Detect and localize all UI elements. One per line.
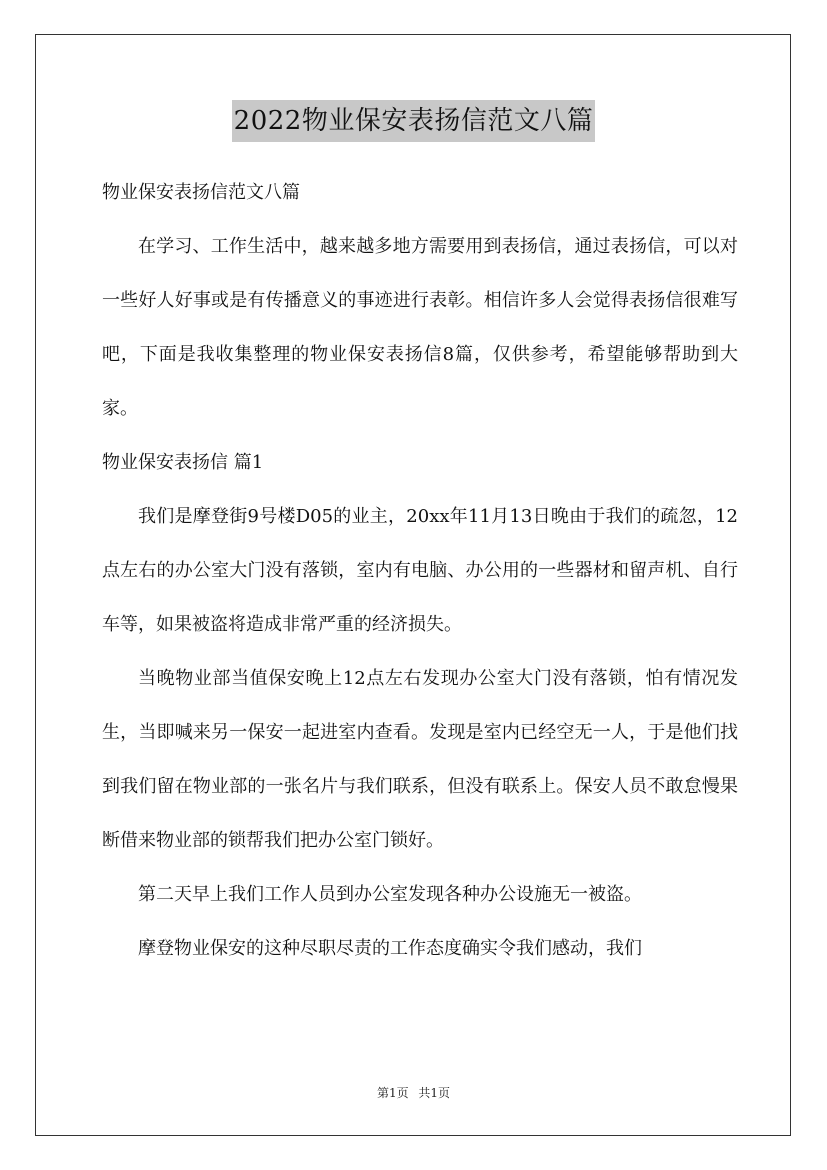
page-number: 第1页 bbox=[376, 1086, 409, 1100]
body-paragraph: 当晚物业部当值保安晚上12点左右发现办公室大门没有落锁，怕有情况发生，当即喊来另一保安一起进室内查看。发现是室内已经空无一人，于是他们找到我们留在物业部的一张名片与我们联系，但没有联系上。保安人员不敢怠慢果断借来物业部的锁帮我们把办公室门锁好。 bbox=[102, 668, 738, 851]
page-total: 共1页 bbox=[418, 1086, 451, 1100]
document-body bbox=[102, 166, 738, 976]
body-paragraph: 摩登物业保安的这种尽职尽责的工作态度确实令我们感动，我们 bbox=[138, 938, 642, 959]
section-heading: 物业保安表扬信范文八篇 bbox=[102, 182, 300, 203]
section-heading: 物业保安表扬信 篇1 bbox=[102, 452, 264, 473]
body-paragraph: 第二天早上我们工作人员到办公室发现各种办公设施无一被盗。 bbox=[138, 884, 642, 905]
document-title: 2022物业保安表扬信范文八篇 bbox=[232, 100, 596, 142]
page-footer bbox=[0, 1084, 827, 1101]
title-container bbox=[0, 100, 827, 142]
body-paragraph: 在学习、工作生活中，越来越多地方需要用到表扬信，通过表扬信，可以对一些好人好事或是有传播意义的事迹进行表彰。相信许多人会觉得表扬信很难写吧，下面是我收集整理的物业保安表扬信8篇，仅供参考，希望能够帮助到大家。 bbox=[102, 236, 738, 419]
body-paragraph: 我们是摩登街9号楼D05的业主，20xx年11月13日晚由于我们的疏忽，12点左右的办公室大门没有落锁，室内有电脑、办公用的一些器材和留声机、自行车等，如果被盗将造成非常严重的经济损失。 bbox=[102, 506, 738, 635]
